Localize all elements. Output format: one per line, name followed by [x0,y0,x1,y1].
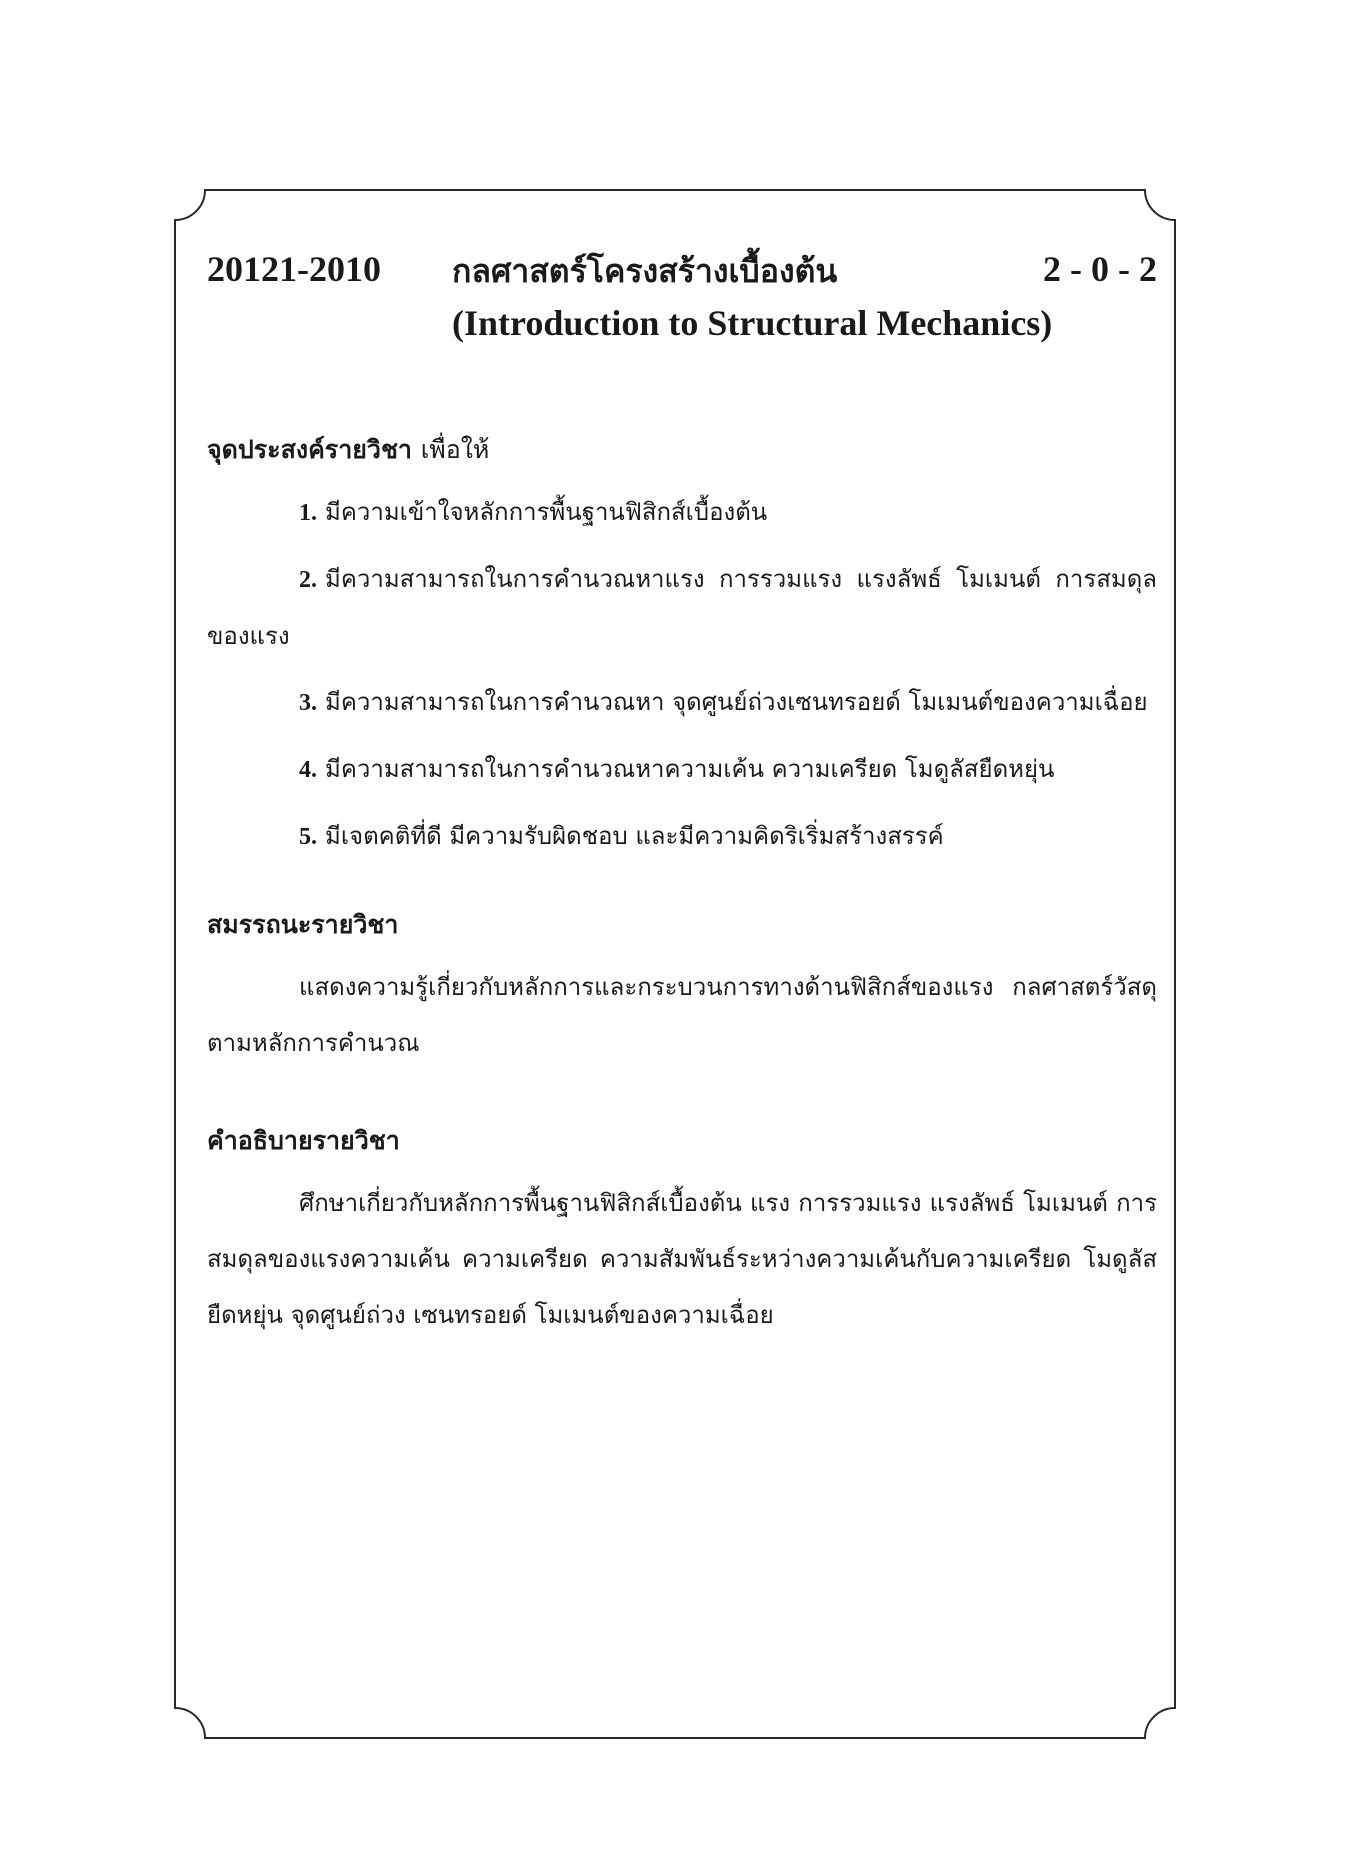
objectives-heading [207,430,1157,470]
objective-text: มีเจตคติที่ดี มีความรับผิดชอบ และมีความคิดริเริ่มสร้างสรรค์ [325,822,944,850]
objective-number: 3. [299,690,317,716]
objective-number: 2. [299,567,317,593]
objective-item [207,808,1157,865]
objective-text: มีความสามารถในการคำนวณหาแรง การรวมแรง แรงลัพธ์ โมเมนต์ การสมดุลของแรง [207,565,1157,650]
objective-number: 4. [299,757,317,783]
course-title-english: (Introduction to Structural Mechanics) [452,303,1053,343]
objective-item [207,484,1157,541]
objective-number: 5. [299,824,317,850]
description-section [207,1121,1157,1343]
objective-text: มีความสามารถในการคำนวณหาความเค้น ความเครียด โมดูลัสยืดหยุ่น [325,755,1055,783]
objective-number: 1. [299,500,317,526]
objective-item [207,551,1157,664]
objectives-heading-suffix: เพื่อให้ [420,435,490,464]
course-code: 20121-2010 [207,249,381,289]
course-content [207,240,1157,1343]
course-header [207,240,1157,360]
course-title-thai: กลศาสตร์โครงสร้างเบื้องต้น [452,252,838,290]
competency-text: แสดงความรู้เกี่ยวกับหลักการและกระบวนการทางด้านฟิสิกส์ของแรง กลศาสตร์วัสดุ ตามหลักการคำนวณ [207,973,1157,1057]
objective-item [207,741,1157,798]
competency-section [207,905,1157,1071]
objective-item [207,674,1157,731]
competency-heading: สมรรถนะรายวิชา [207,910,399,939]
objective-text: มีความสามารถในการคำนวณหา จุดศูนย์ถ่วงเซนทรอยด์ โมเมนต์ของความเฉื่อย [325,688,1148,716]
objective-text: มีความเข้าใจหลักการพื้นฐานฟิสิกส์เบื้องต้น [325,498,768,526]
description-text: ศึกษาเกี่ยวกับหลักการพื้นฐานฟิสิกส์เบื้องต้น แรง การรวมแรง แรงลัพธ์ โมเมนต์ การสมดุลของแรงความเค้น ความเครียด ความสัมพันธ์ระหว่างความเค้นกับความเครียด โมดูลัสยืดหยุ่น จุดศูนย์ถ่วง เซนทรอยด์ โมเมนต์ของความเฉื่อย [207,1189,1157,1329]
objectives-section [207,430,1157,865]
description-heading: คำอธิบายรายวิชา [207,1126,400,1155]
course-credits: 2 - 0 - 2 [1043,249,1157,289]
objectives-heading-text: จุดประสงค์รายวิชา [207,435,412,464]
